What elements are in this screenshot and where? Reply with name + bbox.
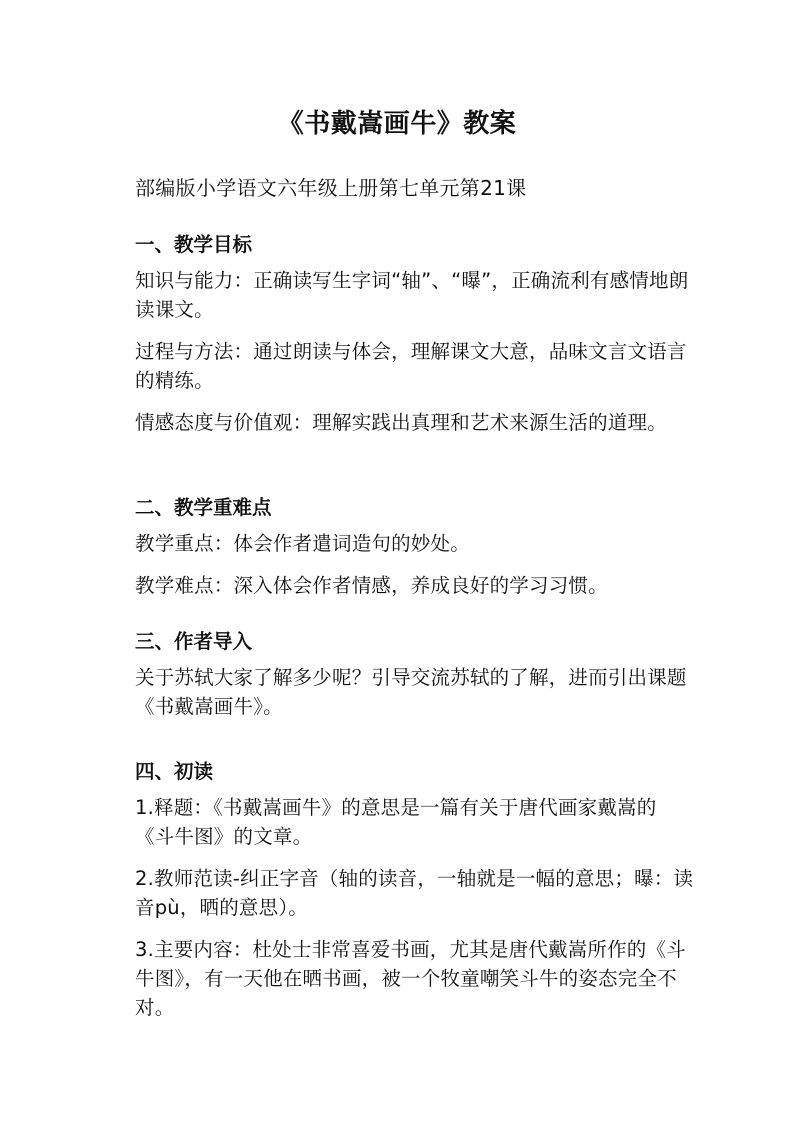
paragraph: 1.释题：《书戴嵩画牛》的意思是一篇有关于唐代画家戴嵩的《斗牛图》的文章。 [135,796,657,848]
section-key-difficult-points [135,492,695,600]
section-heading: 四、初读 [135,760,214,783]
paragraph: 2.教师范读-纠正字音（轴的读音，一轴就是一幅的意思；曝：读音pù，晒的意思）。 [135,867,694,919]
paragraph: 3.主要内容：杜处士非常喜爱书画，尤其是唐代戴嵩所作的《斗牛图》，有一天他在晒书画，被一个牧童嘲笑斗牛的姿态完全不对。 [135,938,686,1019]
paragraph: 情感态度与价值观：理解实践出真理和艺术来源生活的道理。 [135,411,667,434]
document-title: 《书戴嵩画牛》教案 [277,109,517,139]
section-first-reading [135,756,695,1022]
document-subtitle: 部编版小学语文六年级上册第七单元第21课 [135,176,527,200]
paragraph: 过程与方法：通过朗读与体会，理解课文大意，品味文言文语言的精练。 [135,340,687,392]
section-heading: 一、教学目标 [135,233,253,256]
section-heading: 二、教学重难点 [135,496,272,519]
section-teaching-objectives [135,229,695,437]
paragraph: 关于苏轼大家了解多少呢？引导交流苏轼的了解，进而引出课题《书戴嵩画牛》。 [135,666,687,718]
section-heading: 三、作者导入 [135,630,253,653]
paragraph: 教学难点：深入体会作者情感，养成良好的学习习惯。 [135,574,608,597]
paragraph: 知识与能力：正确读写生字词“轴”、“曝”，正确流利有感情地朗读课文。 [135,269,689,321]
paragraph: 教学重点：体会作者遣词造句的妙处。 [135,532,470,555]
section-author-introduction [135,626,695,721]
